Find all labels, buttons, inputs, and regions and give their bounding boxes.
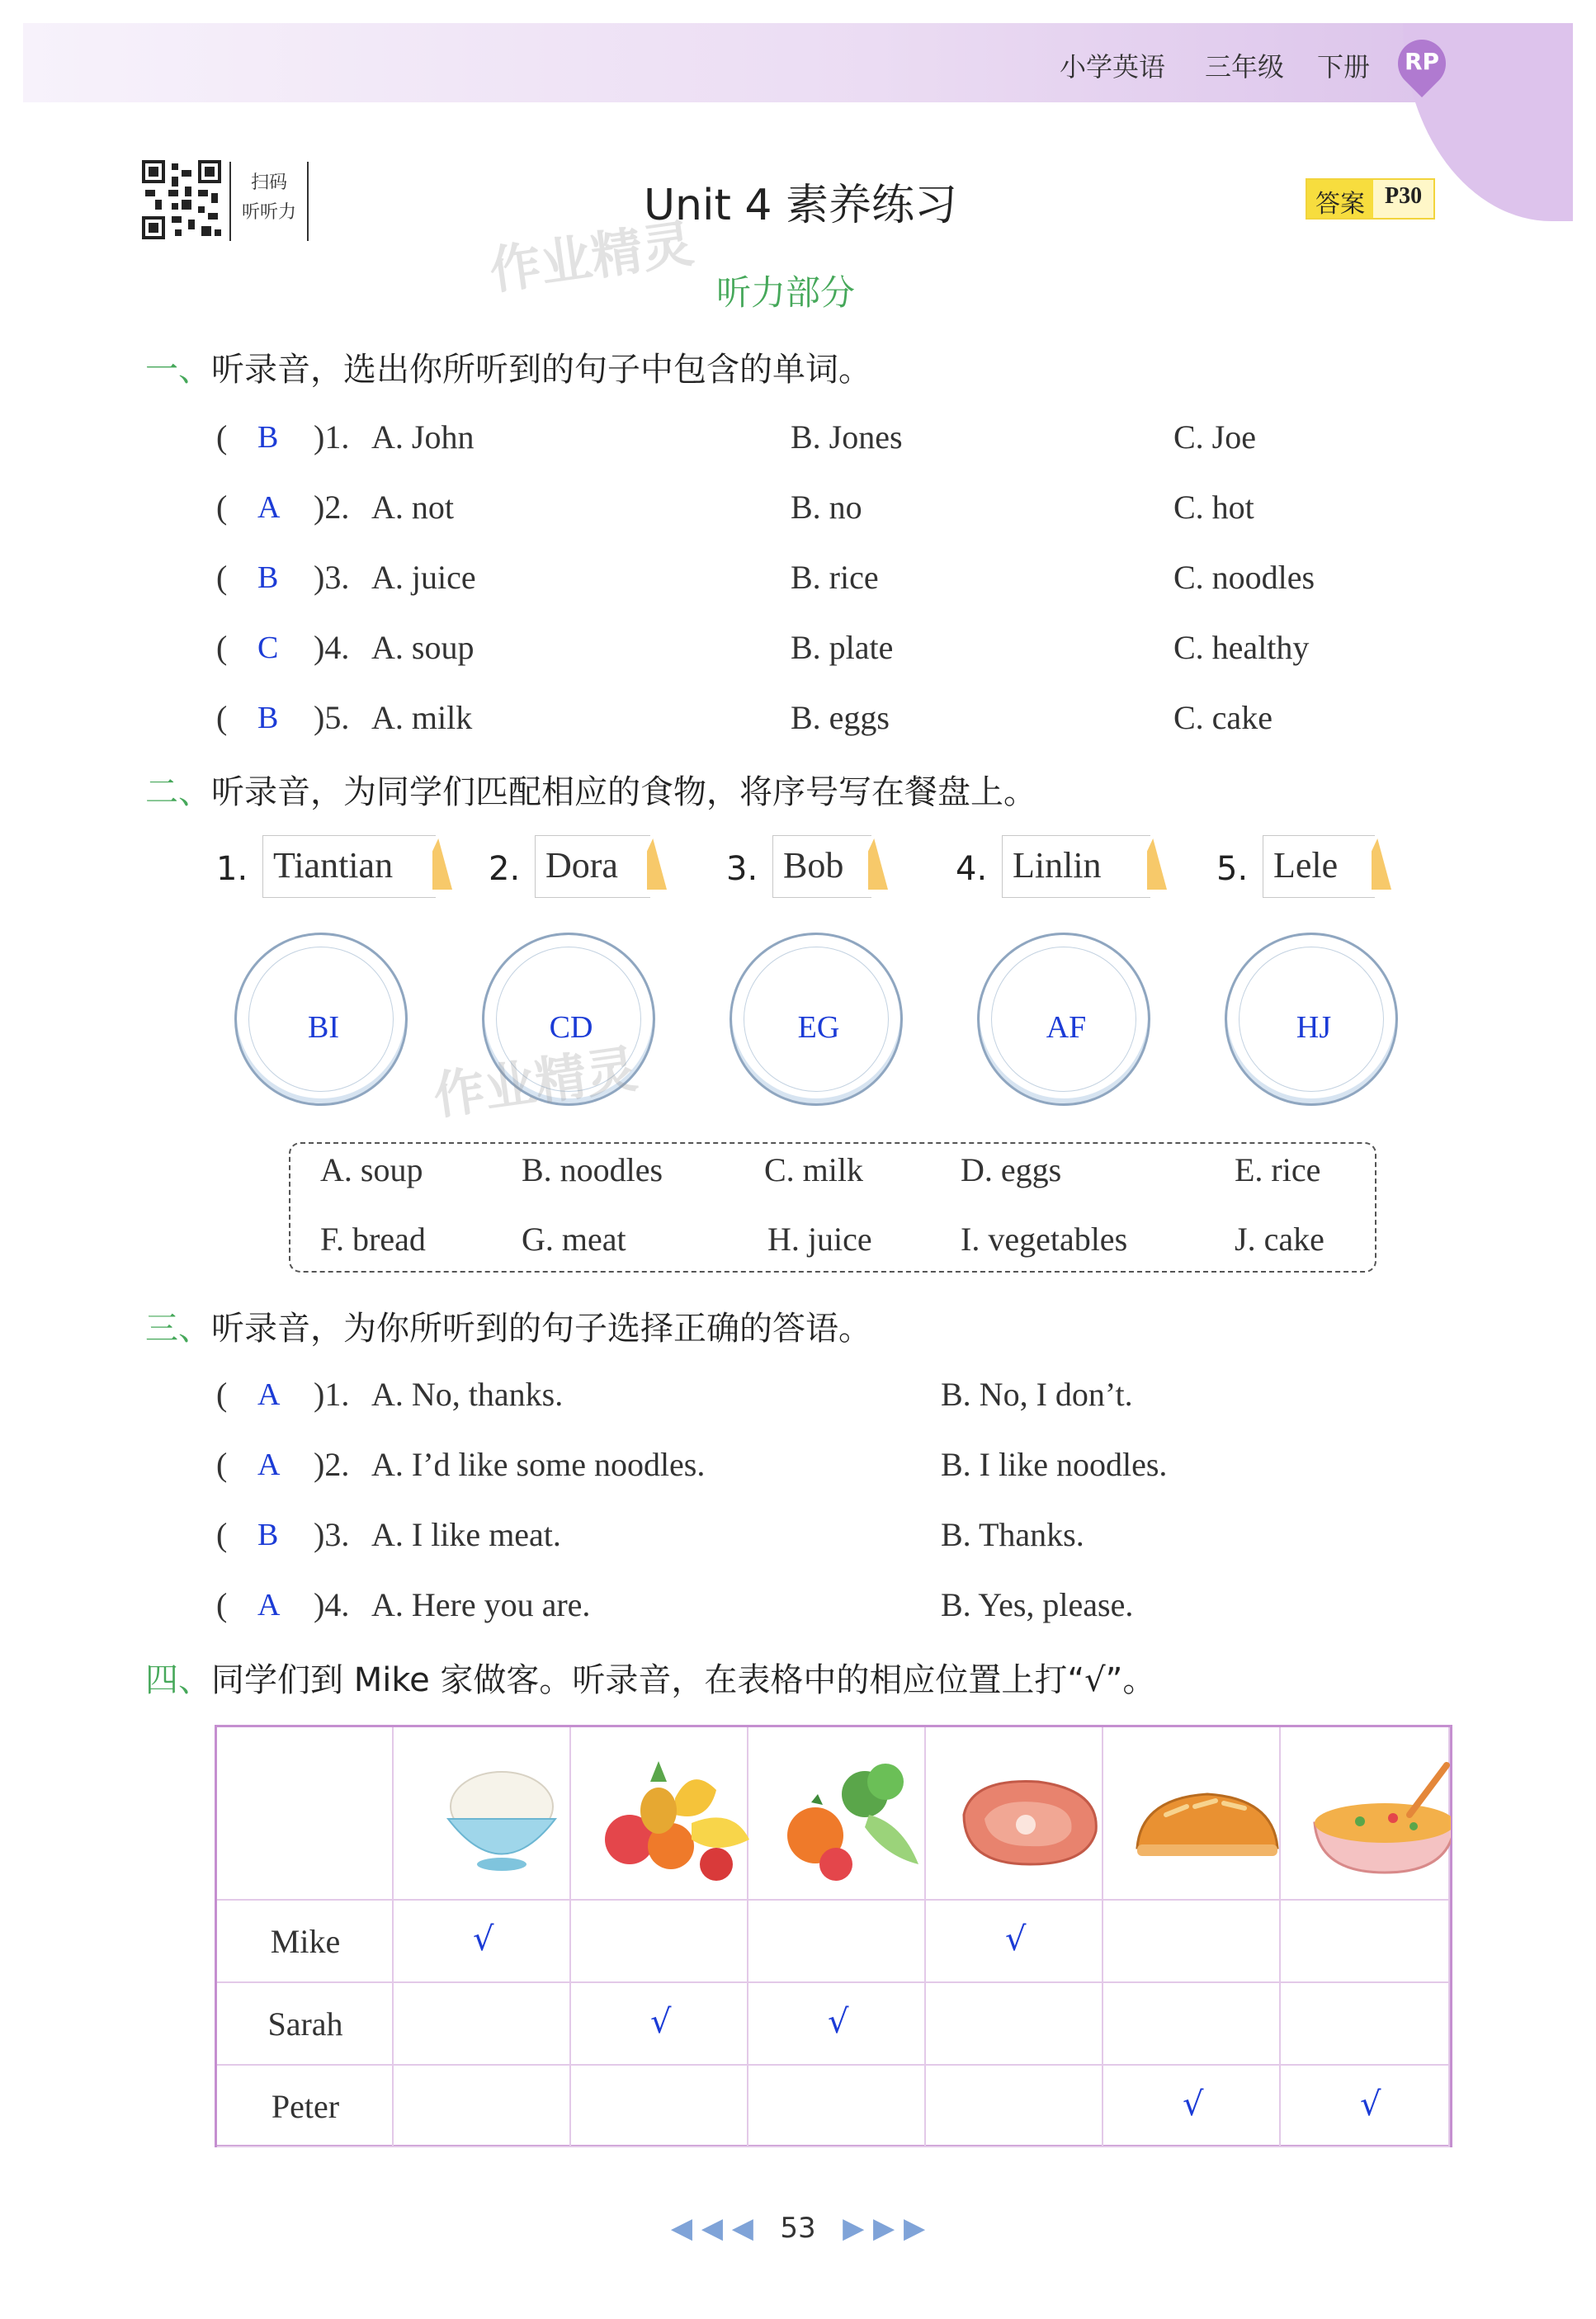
next-arrows-icon[interactable]: ▶ ▶ ▶ [843, 2212, 926, 2245]
food-option: D. eggs [961, 1151, 1062, 1188]
answer-paren: ( [216, 699, 228, 736]
qr-label [229, 162, 309, 241]
check-mark: √ [1360, 2085, 1381, 2123]
table-cell [748, 1901, 926, 1983]
check-mark: √ [1183, 2085, 1204, 2123]
table-row-name: Peter [271, 2088, 340, 2125]
rp-badge-text: RP [1404, 48, 1440, 75]
student-name: Linlin [1002, 835, 1150, 898]
qr-label-line2: 听听力 [241, 202, 296, 223]
section4-number: 四、 [145, 1661, 211, 1699]
question-number: )3. [314, 559, 350, 596]
food-option: E. rice [1235, 1151, 1321, 1188]
answer-value: A [257, 1448, 281, 1482]
fruit-icon [605, 1761, 749, 1881]
page-number: 53 [780, 2212, 816, 2245]
page-title: Unit 4 素养练习 [644, 181, 957, 230]
food-option: F. bread [320, 1221, 426, 1258]
table-cell [1103, 1983, 1281, 2066]
option-a: A. I like meat. [371, 1516, 561, 1553]
plate-answer: BI [308, 1010, 339, 1045]
name-tag-flag-icon [868, 838, 888, 890]
answer-paren: ( [216, 559, 228, 596]
rice-bowl-icon [448, 1772, 555, 1871]
table-row-name: Sarah [267, 2005, 343, 2043]
name-number: 3. [726, 850, 758, 888]
option-a: A. juice [371, 559, 476, 596]
option-a: A. Here you are. [371, 1586, 591, 1623]
answer-value: B [257, 560, 279, 595]
plate-answer: AF [1046, 1010, 1087, 1045]
food-option: A. soup [320, 1151, 423, 1188]
option-c: C. healthy [1173, 629, 1310, 666]
watermark-top: 作业精灵 [485, 213, 697, 301]
prev-arrows-icon[interactable]: ◀ ◀ ◀ [670, 2212, 753, 2245]
answer-value: B [257, 701, 279, 735]
question-number: )4. [314, 1586, 350, 1623]
header-volume: 下册 [1317, 51, 1371, 83]
option-c: C. cake [1173, 699, 1273, 736]
question-number: )4. [314, 629, 350, 666]
plate-icon [1225, 933, 1398, 1106]
table-cell [394, 1983, 571, 2066]
answer-paren: ( [216, 1446, 228, 1483]
answer-paren: ( [216, 629, 228, 666]
student-name: Lele [1263, 835, 1375, 898]
check-mark: √ [473, 1920, 494, 1958]
answer-reference [1306, 178, 1435, 220]
bread-icon [1137, 1794, 1277, 1856]
option-b: B. No, I don’t. [941, 1376, 1133, 1413]
option-a: A. not [371, 489, 454, 526]
section1-instruction: 听录音，选出你所听到的句子中包含的单词。 [211, 351, 871, 389]
header-subject: 小学英语 [1060, 51, 1166, 83]
answer-value: C [257, 631, 279, 665]
section4-heading [145, 1654, 1155, 1701]
student-name: Bob [772, 835, 871, 898]
table-cell [571, 2066, 748, 2147]
student-name: Tiantian [262, 835, 436, 898]
option-a: A. No, thanks. [371, 1376, 564, 1413]
section1-heading [145, 343, 871, 390]
section1-number: 一、 [145, 351, 211, 389]
option-a: A. I’d like some noodles. [371, 1446, 706, 1483]
food-icons-row [415, 1749, 1451, 1889]
option-b: B. I like noodles. [941, 1446, 1168, 1483]
answer-value: A [257, 1377, 281, 1412]
table-cell [1103, 1901, 1281, 1983]
question-number: )1. [314, 418, 350, 456]
check-mark: √ [1005, 1920, 1027, 1958]
name-tag-flag-icon [647, 838, 667, 890]
table-cell [1281, 1901, 1450, 1983]
table-cell [748, 2066, 926, 2147]
vegetables-icon [787, 1764, 918, 1881]
food-option: C. milk [764, 1151, 864, 1188]
option-a: A. milk [371, 699, 473, 736]
answer-paren: ( [216, 1586, 228, 1623]
plate-answer: HJ [1296, 1010, 1332, 1045]
option-b: B. eggs [791, 699, 890, 736]
name-tag-flag-icon [1147, 838, 1167, 890]
answer-paren: ( [216, 1376, 228, 1413]
food-option: J. cake [1235, 1221, 1324, 1258]
question-number: )5. [314, 699, 350, 736]
option-a: A. soup [371, 629, 475, 666]
answer-paren: ( [216, 1516, 228, 1553]
food-option: B. noodles [522, 1151, 663, 1188]
table-cell [571, 1901, 748, 1983]
answer-label: 答案 [1307, 180, 1373, 218]
answer-paren: ( [216, 418, 228, 456]
table-cell [217, 1727, 394, 1901]
guest-food-table [215, 1725, 1452, 2147]
section4-instruction: 同学们到 Mike 家做客。听录音，在表格中的相应位置上打“√”。 [211, 1661, 1156, 1699]
plate-answer: CD [549, 1010, 593, 1045]
name-number: 2. [489, 850, 521, 888]
food-option: H. juice [767, 1221, 872, 1258]
section2-instruction: 听录音，为同学们匹配相应的食物，将序号写在餐盘上。 [211, 773, 1036, 811]
name-number: 5. [1216, 850, 1249, 888]
meat-icon [964, 1782, 1096, 1865]
answer-value: B [257, 420, 279, 455]
page-footer [0, 2212, 1596, 2245]
name-tag-flag-icon [432, 838, 452, 890]
option-a: A. John [371, 418, 475, 456]
soup-icon [1315, 1765, 1451, 1873]
answer-value: B [257, 1518, 279, 1552]
question-number: )1. [314, 1376, 350, 1413]
food-option: G. meat [522, 1221, 626, 1258]
table-cell [394, 2066, 571, 2147]
plate-answer: EG [797, 1010, 840, 1045]
option-b: B. rice [791, 559, 879, 596]
plate-icon [730, 933, 903, 1106]
question-number: )3. [314, 1516, 350, 1553]
qr-label-line1: 扫码 [250, 172, 287, 193]
option-b: B. plate [791, 629, 894, 666]
section-group-title: 听力部分 [716, 272, 856, 313]
answer-paren: ( [216, 489, 228, 526]
option-b: B. no [791, 489, 862, 526]
answer-value: A [257, 1588, 281, 1622]
option-c: C. Joe [1173, 418, 1256, 456]
question-number: )2. [314, 489, 350, 526]
option-b: B. Yes, please. [941, 1586, 1134, 1623]
table-cell [926, 2066, 1103, 2147]
qr-code-icon[interactable] [142, 160, 221, 239]
student-name: Dora [535, 835, 650, 898]
section3-number: 三、 [145, 1310, 211, 1348]
food-option: I. vegetables [961, 1221, 1128, 1258]
section2-heading [145, 766, 1036, 813]
section3-heading [145, 1302, 871, 1349]
check-mark: √ [650, 2003, 672, 2041]
check-mark: √ [828, 2003, 849, 2041]
option-c: C. hot [1173, 489, 1254, 526]
header-grade: 三年级 [1205, 51, 1285, 83]
option-b: B. Thanks. [941, 1516, 1084, 1553]
table-cell [926, 1983, 1103, 2066]
name-number: 4. [956, 850, 988, 888]
option-c: C. noodles [1173, 559, 1315, 596]
option-b: B. Jones [791, 418, 903, 456]
plate-icon [977, 933, 1150, 1106]
table-cell [1281, 1983, 1450, 2066]
answer-value: A [257, 490, 281, 525]
plate-icon [234, 933, 408, 1106]
name-tag-flag-icon [1372, 838, 1391, 890]
table-row-name: Mike [270, 1923, 341, 1960]
question-number: )2. [314, 1446, 350, 1483]
name-number: 1. [216, 850, 248, 888]
watermark-middle: 作业精灵 [429, 1038, 641, 1126]
section3-instruction: 听录音，为你所听到的句子选择正确的答语。 [211, 1310, 871, 1348]
answer-page: P30 [1373, 180, 1433, 218]
section2-number: 二、 [145, 773, 211, 811]
